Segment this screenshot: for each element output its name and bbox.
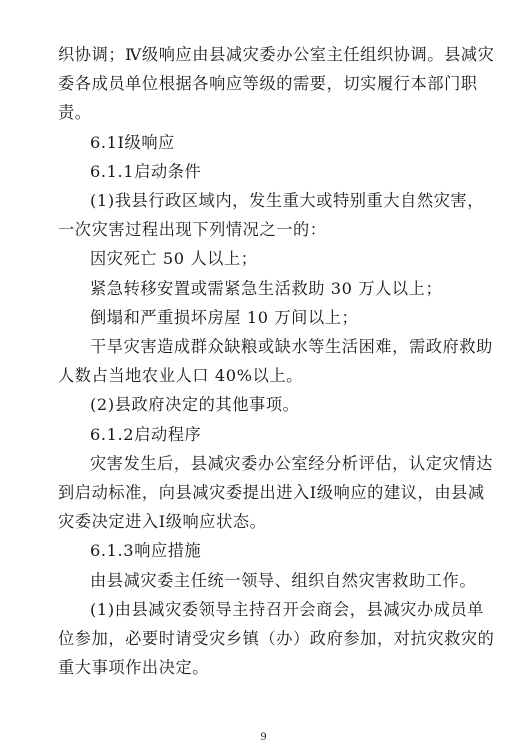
subsection-heading: 6.1.3响应措施 — [90, 541, 202, 561]
body-text-line: 灾委决定进入Ⅰ级响应状态。 — [58, 512, 267, 532]
body-text-line: 灾害发生后，县减灾委办公室经分析评估，认定灾情达 — [90, 453, 493, 473]
body-text-line: 重大事项作出决定。 — [58, 658, 210, 678]
subsection-heading: 6.1.2启动程序 — [90, 424, 202, 444]
list-item: 因灾死亡 50 人以上； — [90, 249, 258, 269]
body-text-line: 织协调；Ⅳ级响应由县减灾委办公室主任组织协调。县减灾 — [58, 45, 495, 64]
body-text-line: 到启动标准，向县减灾委提出进入Ⅰ级响应的建议，由县减 — [58, 483, 485, 502]
body-text-line: 一次灾害过程出现下列情况之一的： — [58, 220, 327, 240]
list-item: 倒塌和严重损坏房屋 10 万间以上； — [90, 307, 359, 327]
body-text-line: 干旱灾害造成群众缺粮或缺水等生活困难，需政府救助 — [90, 337, 493, 356]
body-text-line: (1)我县行政区域内，发生重大或特别重大自然灾害， — [90, 191, 485, 210]
body-text-line: 人数占当地农业人口 40%以上。 — [58, 366, 303, 386]
subsection-heading: 6.1.1启动条件 — [90, 161, 202, 181]
list-item: 紧急转移安置或需紧急生活救助 30 万人以上； — [90, 278, 443, 298]
body-text-line: 责。 — [58, 103, 92, 123]
body-text-line: (2)县政府决定的其他事项。 — [90, 395, 300, 415]
body-text-line: 位参加，必要时请受灾乡镇（办）政府参加，对抗灾救灾的 — [58, 629, 495, 648]
body-text-line: (1)由县减灾委领导主持召开会商会，县减灾办成员单 — [90, 599, 485, 619]
section-heading: 6.1Ⅰ级响应 — [90, 132, 175, 152]
page-number: 9 — [260, 732, 267, 743]
body-text-line: 由县减灾委主任统一领导、组织自然灾害救助工作。 — [90, 570, 477, 590]
body-text-line: 委各成员单位根据各响应等级的需要，切实履行本部门职 — [58, 74, 478, 94]
